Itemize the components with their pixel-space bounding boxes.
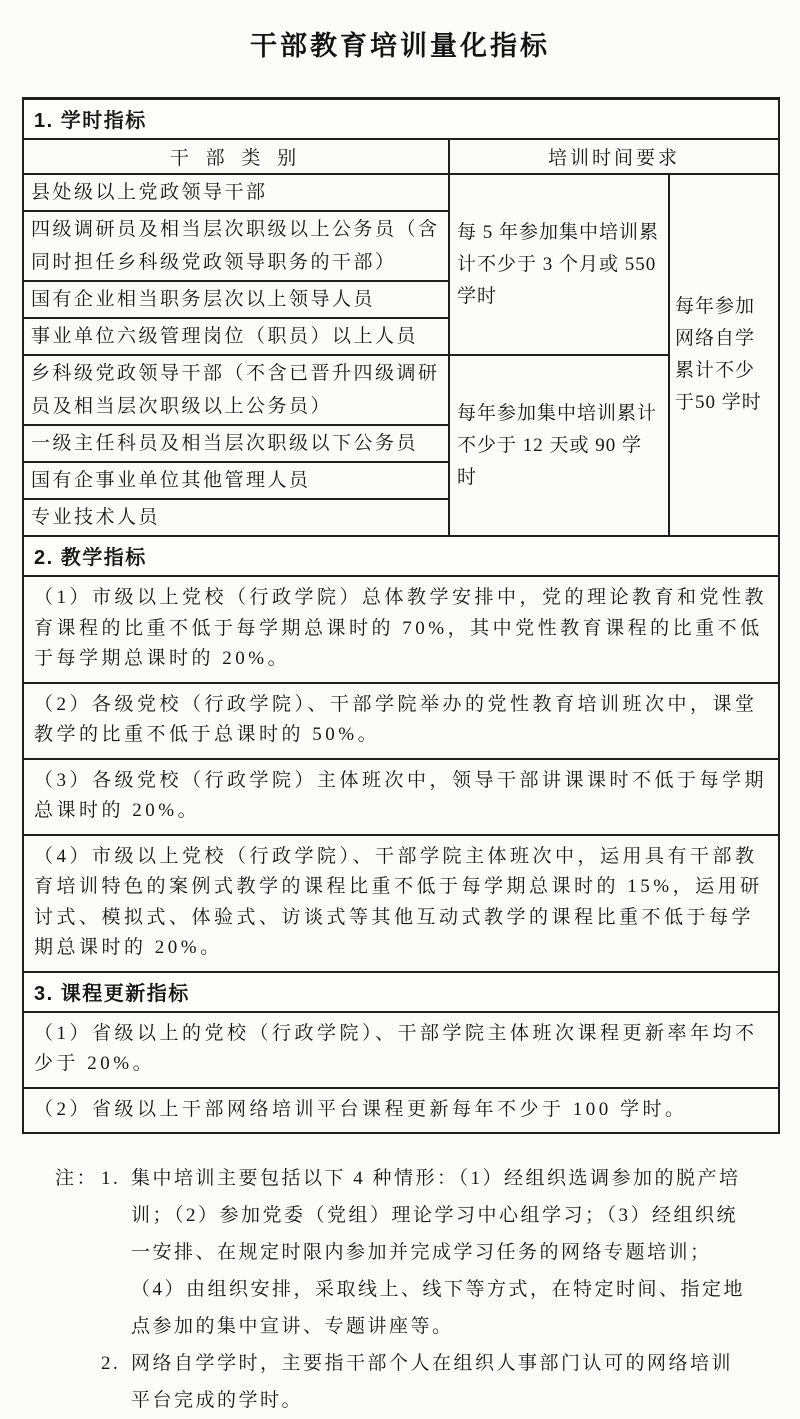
footnote-text: 集中培训主要包括以下 4 种情形：（1）经组织选调参加的脱产培训；（2）参加党委（党组）理论学习中心组学习；（3）经组织统一安排、在规定时限内参加并完成学习任务的网络专题培训；（4）由组织安排，采取线上、线下等方式，在特定时间、指定地点参加的集中宣讲、专题讲座等。 [131,1168,746,1337]
category-cell: 一级主任科员及相当层次职级以下公务员 [23,425,449,462]
table-row [23,759,779,835]
indicator-table [22,97,780,1134]
table-row [23,683,779,759]
course-update-indicator-item: （1）省级以上的党校（行政学院）、干部学院主体班次课程更新率年均不少于 20%。 [23,1012,779,1088]
category-cell: 专业技术人员 [23,499,449,536]
table-row [23,174,779,211]
section2-heading: 2. 教学指标 [23,536,779,576]
category-cell: 乡科级党政领导干部（不含已晋升四级调研员及相当层次职级以上公务员） [23,355,449,425]
teaching-indicator-item: （1）市级以上党校（行政学院）总体教学安排中，党的理论教育和党性教育课程的比重不低于每学期总课时的 70%，其中党性教育课程的比重不低于每学期总课时的 20%。 [23,576,779,683]
category-cell: 事业单位六级管理岗位（职员）以上人员 [23,318,449,355]
category-cell: 国有企业相当职务层次以上领导人员 [23,281,449,318]
requirement-cell-online-selfstudy: 每年参加网络自学累计不少于50 学时 [669,174,779,536]
section1-heading-row [23,99,779,140]
footnote-text: 网络自学学时，主要指干部个人在组织人事部门认可的网络培训平台完成的学时。 [131,1353,734,1411]
teaching-indicator-item: （3）各级党校（行政学院）主体班次中，领导干部讲课课时不低于每学期总课时的 20%。 [23,759,779,835]
footnote-item [55,1160,745,1345]
section1-heading: 1. 学时指标 [23,99,779,140]
footnote-label: 注： [55,1168,99,1189]
teaching-indicator-item: （2）各级党校（行政学院）、干部学院举办的党性教育培训班次中，课堂教学的比重不低于总课时的 50%。 [23,683,779,759]
category-cell: 县处级以上党政领导干部 [23,174,449,211]
table-row [23,1088,779,1134]
category-cell: 四级调研员及相当层次职级以上公务员（含同时担任乡科级党政领导职务的干部） [23,211,449,281]
category-cell: 国有企事业单位其他管理人员 [23,462,449,499]
table-row [23,576,779,683]
footnote-item [55,1345,745,1419]
column-header-category: 干 部 类 别 [23,139,449,174]
column-header-row [23,139,779,174]
section2-heading-row [23,536,779,576]
page-title: 干部教育培训量化指标 [250,31,550,61]
table-row [23,355,779,425]
section3-heading: 3. 课程更新指标 [23,972,779,1012]
footnotes [55,1160,745,1419]
course-update-indicator-item: （2）省级以上干部网络培训平台课程更新每年不少于 100 学时。 [23,1088,779,1134]
footnote-number: 1. [101,1168,121,1189]
column-header-requirement: 培训时间要求 [449,139,779,174]
table-row [23,835,779,972]
section3-heading-row [23,972,779,1012]
footnote-number: 2. [101,1353,121,1374]
requirement-cell-annual-group: 每年参加集中培训累计不少于 12 天或 90 学时 [449,355,669,536]
teaching-indicator-item: （4）市级以上党校（行政学院）、干部学院主体班次中，运用具有干部教育培训特色的案例式教学的课程比重不低于每学期总课时的 15%，运用研讨式、模拟式、体验式、访谈式等其他互动式教学的课程比重不低于每学期总课时的 20%。 [23,835,779,972]
table-row [23,1012,779,1088]
requirement-cell-5yr-group: 每 5 年参加集中培训累计不少于 3 个月或 550 学时 [449,174,669,355]
